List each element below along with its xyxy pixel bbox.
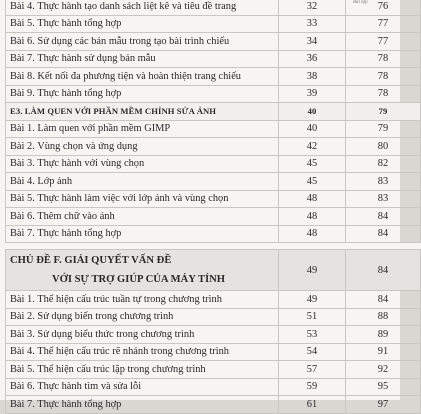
table-row [6, 378, 421, 396]
page-number-exercise: 91 [346, 343, 421, 361]
page-number-theory: 49 [279, 250, 346, 291]
page-number-theory: 48 [279, 190, 346, 208]
page-number-theory: 32 [279, 0, 346, 15]
page-number-exercise: 77 [346, 33, 421, 51]
table-row [6, 155, 421, 173]
page-number-exercise: 88 [346, 308, 421, 326]
lesson-title: Bài 7. Thực hành tổng hợp [6, 225, 279, 243]
page-number-exercise: 79 [346, 120, 421, 138]
page-number-theory: 45 [279, 173, 346, 191]
page-number-exercise: 97 [346, 396, 421, 414]
page-number-exercise: 84 [346, 208, 421, 226]
topic-title-line1: CHỦ ĐỀ F. GIẢI QUYẾT VẤN ĐỀ [10, 255, 172, 266]
page-number-theory: 33 [279, 15, 346, 33]
lesson-title: Bài 7. Thực hành tổng hợp [6, 396, 279, 414]
page-number-theory: 48 [279, 208, 346, 226]
column-header-fragment: Bài tập [353, 0, 368, 5]
table-row [6, 0, 421, 15]
page-number-exercise: 95 [346, 378, 421, 396]
section-row [6, 103, 421, 121]
page-number-theory: 34 [279, 33, 346, 51]
lesson-title: Bài 3. Thực hành với vùng chọn [6, 155, 279, 173]
spacer-cell [6, 243, 421, 250]
page-number-theory: 59 [279, 378, 346, 396]
lesson-title: Bài 4. Thực hành tạo danh sách liệt kê và tiêu đề trang [6, 0, 279, 15]
page-number-theory: 49 [279, 291, 346, 309]
lesson-title: Bài 9. Thực hành tổng hợp [6, 85, 279, 103]
page-number-theory: 45 [279, 155, 346, 173]
table-row [6, 326, 421, 344]
page-number-exercise: 82 [346, 155, 421, 173]
table-row [6, 173, 421, 191]
page-number-exercise: 78 [346, 50, 421, 68]
page-number-exercise: 84 [346, 225, 421, 243]
page-number-theory: 38 [279, 68, 346, 86]
table-row [6, 190, 421, 208]
page-number-theory: 61 [279, 396, 346, 414]
lesson-title: Bài 4. Lớp ảnh [6, 173, 279, 191]
page-number-exercise: 84 [346, 291, 421, 309]
table-of-contents [5, 0, 421, 414]
table-row [6, 85, 421, 103]
page-number-exercise: 92 [346, 361, 421, 379]
table-row [6, 291, 421, 309]
table-row [6, 308, 421, 326]
page-number-exercise: 84 [346, 250, 421, 291]
page-number-exercise: 76 [346, 0, 421, 15]
page-number-theory: 39 [279, 85, 346, 103]
table-row [6, 50, 421, 68]
topic-row [6, 250, 421, 291]
toc-body [6, 0, 421, 413]
lesson-title: Bài 6. Sử dụng các bản mẫu trong tạo bài trình chiếu [6, 33, 279, 51]
lesson-title: Bài 5. Thực hành làm việc với lớp ảnh và vùng chọn [6, 190, 279, 208]
lesson-title: Bài 4. Thể hiện cấu trúc rẽ nhánh trong chương trình [6, 343, 279, 361]
table-row [6, 138, 421, 156]
page-number-theory: 36 [279, 50, 346, 68]
page-number-theory: 54 [279, 343, 346, 361]
page-number-theory: 40 [279, 103, 346, 121]
page-number-exercise: 79 [346, 103, 421, 121]
lesson-title: Bài 1. Thể hiện cấu trúc tuần tự trong chương trình [6, 291, 279, 309]
lesson-title: Bài 3. Sử dụng biểu thức trong chương trình [6, 326, 279, 344]
table-row [6, 396, 421, 414]
page-number-exercise: 80 [346, 138, 421, 156]
page-number-exercise: 89 [346, 326, 421, 344]
page-number-exercise: 77 [346, 15, 421, 33]
page-number-theory: 42 [279, 138, 346, 156]
lesson-title: Bài 5. Thực hành tổng hợp [6, 15, 279, 33]
page-number-theory: 48 [279, 225, 346, 243]
page-number-exercise: 83 [346, 190, 421, 208]
table-row [6, 361, 421, 379]
page-number-theory: 57 [279, 361, 346, 379]
page-number-exercise: 78 [346, 68, 421, 86]
table-row [6, 343, 421, 361]
lesson-title: Bài 1. Làm quen với phần mềm GIMP [6, 120, 279, 138]
page-number-exercise: 83 [346, 173, 421, 191]
lesson-title: Bài 8. Kết nối đa phương tiện và hoàn thiện trang chiếu [6, 68, 279, 86]
page-number-theory: 51 [279, 308, 346, 326]
lesson-title: Bài 2. Vùng chọn và ứng dụng [6, 138, 279, 156]
topic-title [6, 250, 279, 291]
section-title: E3. LÀM QUEN VỚI PHẦN MỀM CHỈNH SỬA ẢNH [6, 103, 279, 121]
topic-title-line2: VỚI SỰ TRỢ GIÚP CỦA MÁY TÍNH [52, 274, 226, 285]
page-number-theory: 53 [279, 326, 346, 344]
lesson-title: Bài 7. Thực hành sử dụng bản mẫu [6, 50, 279, 68]
table-row [6, 33, 421, 51]
table-row [6, 15, 421, 33]
table-row [6, 225, 421, 243]
lesson-title: Bài 2. Sử dụng biến trong chương trình [6, 308, 279, 326]
table-row [6, 68, 421, 86]
lesson-title: Bài 5. Thể hiện cấu trúc lặp trong chương trình [6, 361, 279, 379]
spacer-row [6, 243, 421, 250]
page-number-exercise: 78 [346, 85, 421, 103]
lesson-title: Bài 6. Thực hành tìm và sửa lỗi [6, 378, 279, 396]
table-row [6, 208, 421, 226]
page-number-theory: 40 [279, 120, 346, 138]
lesson-title: Bài 6. Thêm chữ vào ảnh [6, 208, 279, 226]
table-row [6, 120, 421, 138]
